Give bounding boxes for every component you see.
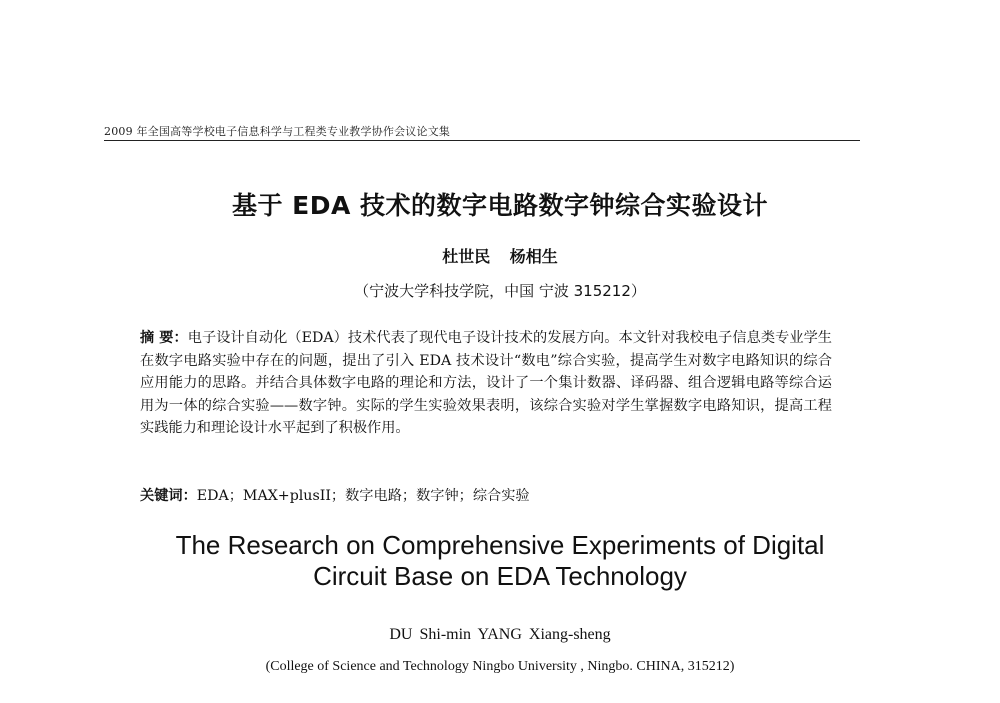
abstract-text: 电子设计自动化（EDA）技术代表了现代电子设计技术的发展方向。本文针对我校电子信息类专业学生在数字电路实验中存在的问题，提出了引入 EDA 技术设计“数电”综合实验，提高学生对数字电路知识的综合应用能力的思路。并结合具体数字电路的理论和方法，设计了一个集计数器、译码器、组合逻辑电路等综合运用为一体的综合实验——数字钟。实际的学生实验效果表明，该综合实验对学生掌握数字电路知识，提高工程实践能力和理论设计水平起到了积极作用。 — [140, 330, 832, 437]
title-chinese: 基于 EDA 技术的数字电路数字钟综合实验设计 — [231, 191, 769, 220]
abstract-chinese — [140, 327, 832, 440]
affiliation-chinese: （宁波大学科技学院，中国 宁波 315212） — [354, 282, 646, 300]
keywords-text: EDA；MAX+plusII；数字电路；数字钟；综合实验 — [196, 488, 530, 504]
keywords-label: 关键词： — [140, 488, 197, 504]
abstract-label: 摘 要： — [140, 330, 188, 346]
authors-english: DU Shi-min YANG Xiang-sheng — [389, 626, 611, 643]
title-english-line-2: Circuit Base on EDA Technology — [313, 561, 687, 591]
title-english-line-1: The Research on Comprehensive Experiments of Digital — [175, 530, 825, 560]
header-rule — [104, 140, 860, 141]
affiliation-english: (College of Science and Technology Ningbo University , Ningbo. CHINA, 315212) — [265, 659, 735, 674]
running-header: 2009 年全国高等学校电子信息科学与工程类专业教学协作会议论文集 — [104, 125, 451, 138]
title-english — [100, 530, 900, 592]
authors-chinese: 杜世民 杨相生 — [442, 247, 558, 266]
keywords-chinese — [140, 485, 832, 507]
